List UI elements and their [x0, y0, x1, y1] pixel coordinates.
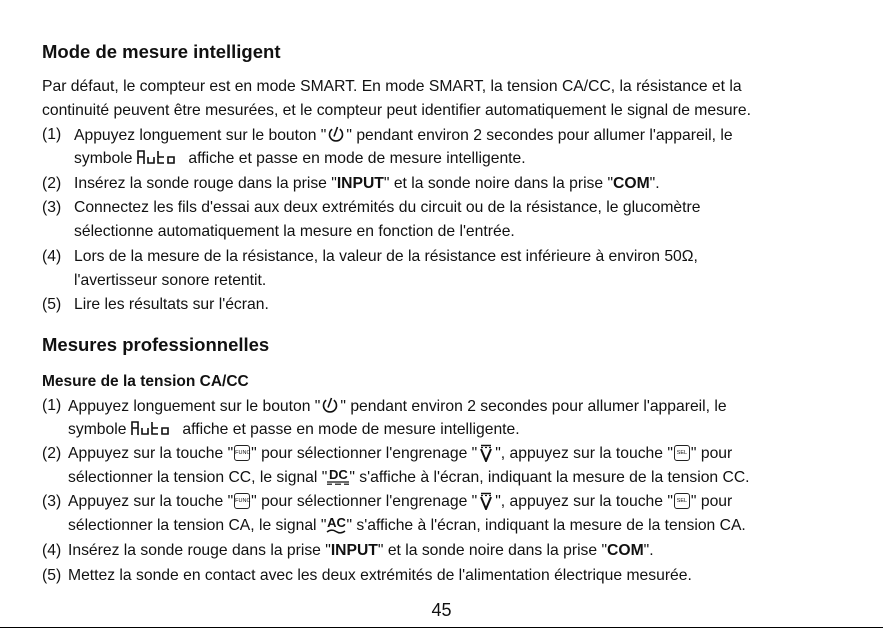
step-line: [68, 516, 746, 537]
step-line: [68, 444, 732, 464]
step-text: Appuyez longuement sur le bouton ": [68, 398, 321, 415]
step-text: ", appuyez sur la touche ": [495, 493, 673, 510]
sel-key-icon: [674, 493, 690, 509]
step-text: sélectionner la tension CA, le signal ": [68, 517, 327, 534]
com-jack-label: COM: [607, 542, 644, 559]
sel-key-label: SEL: [676, 498, 688, 504]
dc-symbol-label: DC: [328, 467, 348, 482]
com-jack-label: COM: [613, 175, 650, 192]
step-text: " s'affiche à l'écran, indiquant la mesure de la tension CA.: [346, 517, 746, 534]
intro-line-2: continuité peuvent être mesurées, et le compteur peut identifier automatiquement le signal de mesure.: [42, 102, 751, 119]
step-line: Mettez la sonde en contact avec les deux extrémités de l'alimentation électrique mesurée.: [68, 567, 692, 584]
step-line: [68, 396, 727, 417]
power-icon: [327, 125, 345, 143]
section-title-smart: Mode de mesure intelligent: [42, 41, 281, 62]
step-text: " pendant environ 2 secondes pour allumer l'appareil, le: [340, 398, 727, 415]
step-text: affiche et passe en mode de mesure intelligente.: [188, 150, 526, 167]
step-line: [68, 420, 520, 440]
step-line: [74, 174, 660, 194]
voltage-gear-icon: [479, 492, 493, 510]
step-text: Appuyez longuement sur le bouton ": [74, 127, 327, 144]
input-jack-label: INPUT: [336, 175, 384, 192]
subsection-title: Mesure de la tension CA/CC: [42, 373, 249, 390]
step-text: ".: [643, 542, 654, 559]
intro-line-1: Par défaut, le compteur est en mode SMART. En mode SMART, la tension CA/CC, la résistance et la: [42, 78, 742, 95]
section-title-pro: Mesures professionnelles: [42, 334, 270, 355]
dc-symbol: [327, 469, 349, 485]
auto-lcd-icon: [130, 420, 178, 436]
step-text: " et la sonde noire dans la prise ": [377, 542, 608, 559]
step-text: Appuyez sur la touche ": [68, 445, 234, 462]
step-line: [68, 492, 732, 512]
dc-bars-icon: [327, 481, 349, 485]
step-text: " et la sonde noire dans la prise ": [383, 175, 614, 192]
func-key-icon: [234, 445, 250, 461]
page-number: 45: [431, 600, 452, 620]
step-number: (1): [42, 126, 62, 143]
ac-symbol-label: AC: [327, 515, 346, 530]
step-text: ".: [649, 175, 660, 192]
step-text: " pour sélectionner l'engrenage ": [251, 445, 478, 462]
step-number: (3): [42, 199, 62, 216]
step-text: ", appuyez sur la touche ": [495, 445, 673, 462]
step-line: [68, 468, 750, 488]
step-line: l'avertisseur sonore retentit.: [74, 272, 267, 289]
func-key-icon: [234, 493, 250, 509]
step-text: symbole: [74, 150, 133, 167]
step-number: (4): [42, 542, 62, 559]
step-line: [74, 125, 733, 146]
step-text: " s'affiche à l'écran, indiquant la mesure de la tension CC.: [349, 469, 750, 486]
step-text: Insérez la sonde rouge dans la prise ": [68, 542, 331, 559]
step-number: (5): [42, 567, 62, 584]
step-line: Lire les résultats sur l'écran.: [74, 296, 269, 313]
step-text: sélectionner la tension CC, le signal ": [68, 469, 328, 486]
step-number: (3): [42, 493, 62, 510]
step-text: " pour: [690, 445, 733, 462]
step-line: Connectez les fils d'essai aux deux extrémités du circuit ou de la résistance, le glucomètre: [74, 199, 701, 216]
auto-lcd-icon: [136, 149, 184, 165]
step-number: (2): [42, 445, 62, 462]
func-key-label: FUNC: [235, 498, 251, 504]
step-text: " pour sélectionner l'engrenage ": [251, 493, 478, 510]
step-number: (4): [42, 248, 62, 265]
step-text: " pendant environ 2 secondes pour allumer l'appareil, le: [346, 127, 733, 144]
step-text: Appuyez sur la touche ": [68, 493, 234, 510]
step-number: (2): [42, 175, 62, 192]
input-jack-label: INPUT: [330, 542, 378, 559]
func-key-label: FUNC: [235, 450, 251, 456]
step-text: " pour: [690, 493, 733, 510]
step-line: [74, 149, 526, 169]
step-line: Lors de la mesure de la résistance, la valeur de la résistance est inférieure à environ 50Ω,: [74, 248, 698, 265]
ac-symbol: [326, 517, 346, 534]
sel-key-icon: [674, 445, 690, 461]
step-text: affiche et passe en mode de mesure intelligente.: [182, 421, 520, 438]
step-text: symbole: [68, 421, 127, 438]
voltage-gear-icon: [479, 444, 493, 462]
step-line: sélectionne automatiquement la mesure en fonction de l'entrée.: [74, 223, 515, 240]
step-line: [68, 541, 654, 561]
power-icon: [321, 396, 339, 414]
step-number: (1): [42, 397, 62, 414]
bottom-rule: [0, 627, 883, 628]
step-number: (5): [42, 296, 62, 313]
sel-key-label: SEL: [676, 450, 688, 456]
step-text: Insérez la sonde rouge dans la prise ": [74, 175, 337, 192]
